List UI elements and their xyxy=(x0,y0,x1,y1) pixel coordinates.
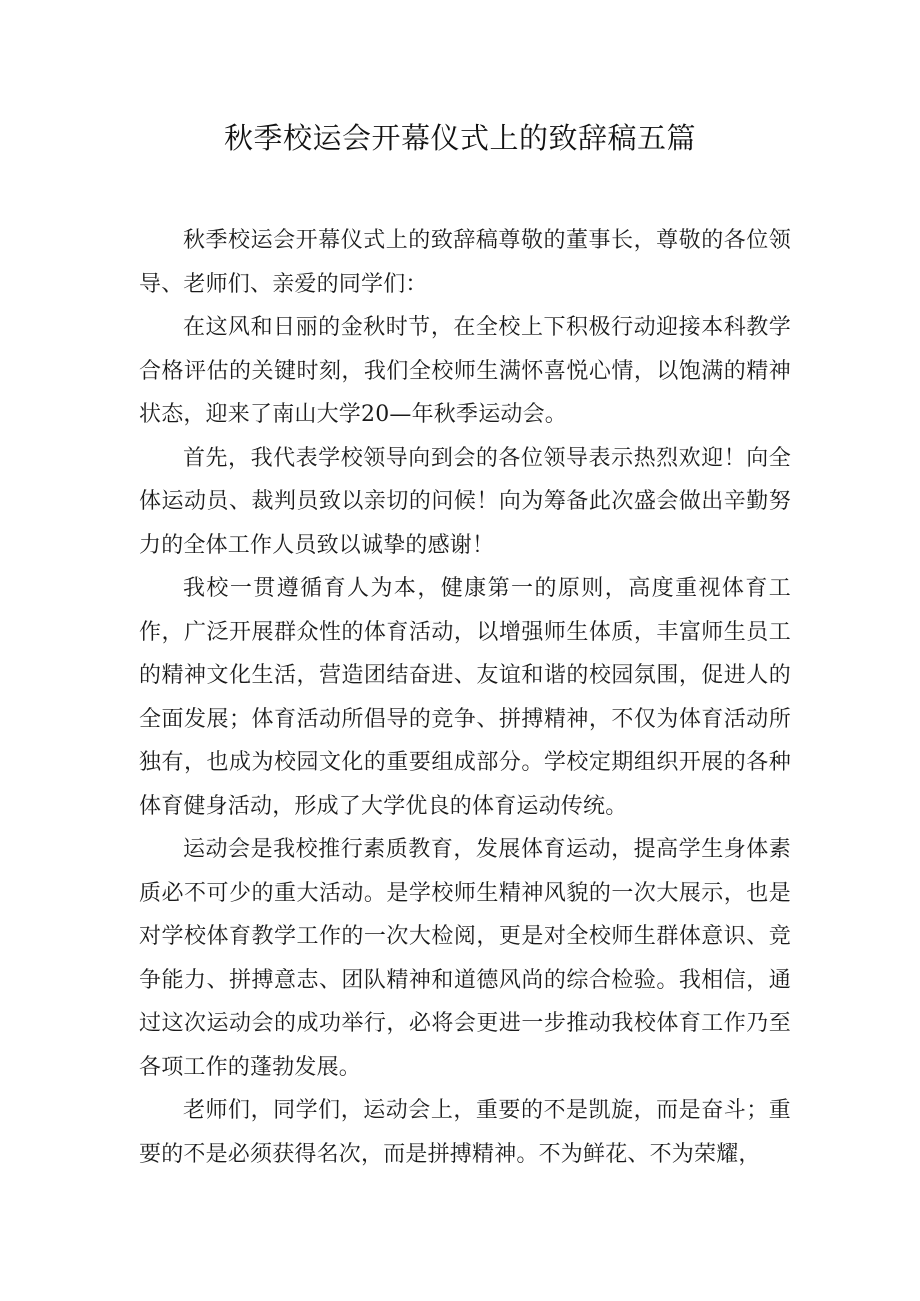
paragraph-welcome: 首先，我代表学校领导向到会的各位领导表示热烈欢迎！向全体运动员、裁判员致以亲切的问候！向为筹备此次盛会做出辛勤努力的全体工作人员致以诚挚的感谢！ xyxy=(139,445,791,558)
paragraph-meet-significance: 运动会是我校推行素质教育，发展体育运动，提高学生身体素质必不可少的重大活动。是学校师生精神风貌的一次大展示，也是对学校体育教学工作的一次大检阅，更是对全校师生群体意识、竞争能力、拼搏意志、团队精神和道德风尚的综合检验。我相信，通过这次运动会的成功举行，必将会更进一步推动我校体育工作乃至各项工作的蓬勃发展。 xyxy=(139,837,791,1080)
paragraph-opening: 在这风和日丽的金秋时节，在全校上下积极行动迎接本科教学合格评估的关键时刻，我们全校师生满怀喜悦心情，以饱满的精神状态，迎来了南山大学20—年秋季运动会。 xyxy=(139,315,791,427)
document-body xyxy=(139,219,791,1176)
paragraph-spirit: 老师们，同学们，运动会上，重要的不是凯旋，而是奋斗；重要的不是必须获得名次，而是拼搏精神。不为鲜花、不为荣耀， xyxy=(139,1098,791,1167)
paragraph-school-tradition: 我校一贯遵循育人为本，健康第一的原则，高度重视体育工作，广泛开展群众性的体育活动，以增强师生体质，丰富师生员工的精神文化生活，营造团结奋进、友谊和谐的校园氛围，促进人的全面发展；体育活动所倡导的竞争、拼搏精神，不仅为体育活动所独有，也成为校园文化的重要组成部分。学校定期组织开展的各种体育健身活动，形成了大学优良的体育运动传统。 xyxy=(139,576,791,819)
document-title: 秋季校运会开幕仪式上的致辞稿五篇 xyxy=(223,121,696,155)
paragraph-salutation: 秋季校运会开幕仪式上的致辞稿尊敬的董事长，尊敬的各位领导、老师们、亲爱的同学们： xyxy=(139,228,791,297)
